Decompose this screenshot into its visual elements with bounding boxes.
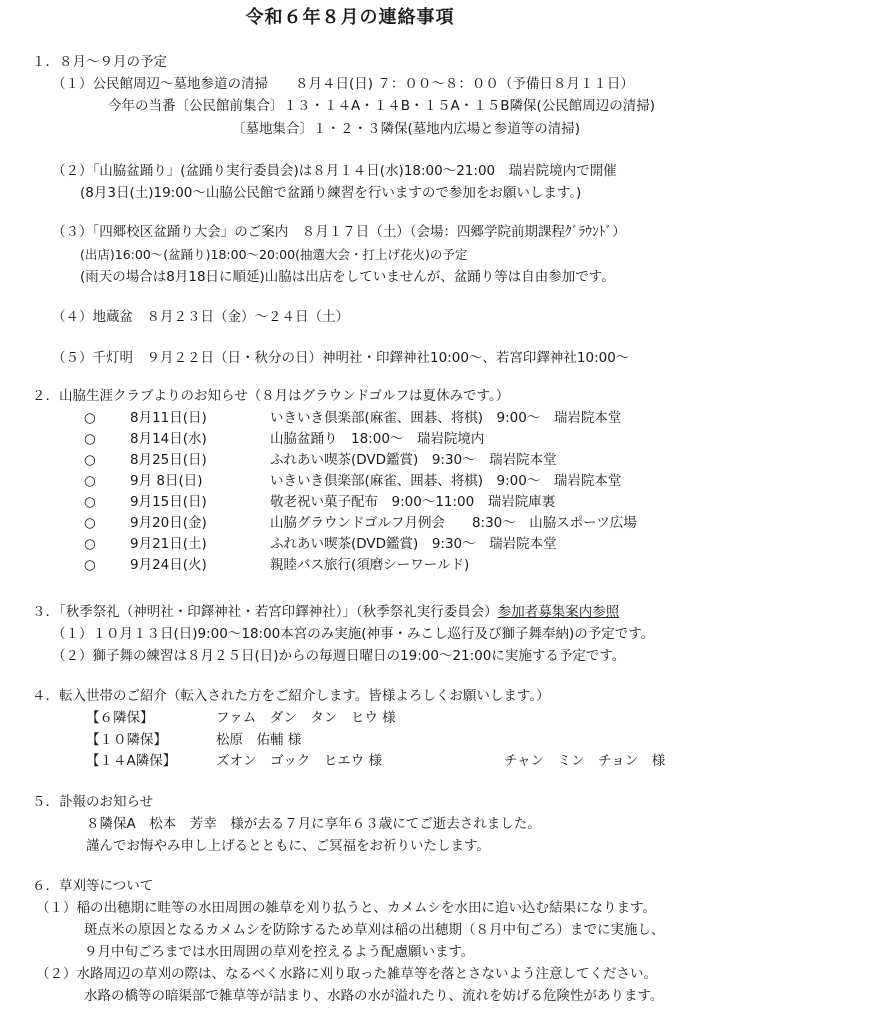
mowing-1-line-3: ９月中旬ごろまでは水田周囲の草刈を控えるよう配慮願います。 xyxy=(84,944,475,960)
club-event-row xyxy=(84,410,637,431)
mowing-2-line-1: （２）水路周辺の草刈の際は、なるべく水路に刈り取った雑草等を落とさないよう注意してください。 xyxy=(36,966,657,982)
event-date: 8月14日(水) xyxy=(130,431,207,447)
event-date: 9月24日(火) xyxy=(130,557,207,573)
event-date: 9月21日(土) xyxy=(130,536,207,552)
section-3-heading-text: ３．「秋季祭礼（神明社・印鐸神社・若宮印鐸神社）」（秋季祭礼実行委員会） xyxy=(32,604,498,620)
sentomyo-line: （５）千灯明 ９月２２日（日・秋分の日）神明社・印鐸神社10:00～、若宮印鐸神社10:00～ xyxy=(52,350,630,366)
section-6-heading: ６．草刈等について xyxy=(32,878,154,894)
event-description: いきいき倶楽部(麻雀、囲碁、将棋) 9:00～ 瑞岩院本堂 xyxy=(270,473,622,489)
club-event-row xyxy=(84,536,637,557)
section-4-heading: ４．転入世帯のご紹介（転入された方をご紹介します。皆様よろしくお願いします。） xyxy=(32,688,550,704)
event-date: 8月11日(日) xyxy=(130,410,207,426)
club-event-row xyxy=(84,431,637,452)
event-description: 山脇盆踊り 18:00～ 瑞岩院境内 xyxy=(270,431,485,447)
obituary-line-2: 謹んでお悔やみ申し上げるとともに、ご冥福をお祈りいたします。 xyxy=(86,838,490,854)
event-description: 山脇グラウンドゴルフ月例会 8:30～ 山脇スポーツ広場 xyxy=(270,515,637,531)
document-title: 令和６年８月の連絡事項 xyxy=(245,7,455,28)
club-event-row xyxy=(84,452,637,473)
bon-dance-line-1: （２）「山脇盆踊り」(盆踊り実行委員会)は８月１４日(水)18:00～21:00 瑞岩院境内で開催 xyxy=(52,163,617,179)
section-5-heading: ５．訃報のお知らせ xyxy=(32,794,154,810)
bullet-circle: ○ xyxy=(84,431,96,447)
bon-dance-line-2: (8月3日(土)19:00～山脇公民館で盆踊り練習を行いますので参加をお願いします。) xyxy=(80,185,582,201)
club-event-row xyxy=(84,473,637,494)
event-date: 8月25日(日) xyxy=(130,452,207,468)
event-description: 敬老祝い菓子配布 9:00～11:00 瑞岩院庫裏 xyxy=(270,494,556,510)
cleanup-line-2: 今年の当番〔公民館前集合〕１３・１４A・１４B・１５A・１５B隣保(公民館周辺の清掃) xyxy=(108,98,656,114)
cleanup-line-1: （１）公民館周辺～墓地参道の清掃 ８月４日(日) ７：００～８：００（予備日８月１１日） xyxy=(52,76,634,92)
household-group-label: 【１４A隣保】 xyxy=(86,753,177,769)
club-event-list xyxy=(84,410,637,578)
club-event-row xyxy=(84,494,637,515)
section-1-heading: １．８月～９月の予定 xyxy=(32,54,167,70)
club-event-row xyxy=(84,515,637,536)
section-2-heading: ２．山脇生涯クラブよりのお知らせ（８月はグラウンドゴルフは夏休みです。） xyxy=(32,388,510,404)
household-name-2: チャン ミン チョン 様 xyxy=(504,753,666,769)
bullet-circle: ○ xyxy=(84,494,96,510)
bullet-circle: ○ xyxy=(84,536,96,552)
bullet-circle: ○ xyxy=(84,452,96,468)
section-3-heading xyxy=(32,604,619,621)
cleanup-line-3: 〔墓地集合〕１・２・３隣保(墓地内広場と参道等の清掃) xyxy=(232,121,581,137)
district-bon-line-1: （３）「四郷校区盆踊り大会」のご案内 ８月１７日（土）（会場：四郷学院前期課程ｸﾞﾗｳﾝﾄﾞ） xyxy=(52,224,626,240)
event-date: 9月 8日(日) xyxy=(130,473,203,489)
festival-line-2: （２）獅子舞の練習は８月２５日(日)からの毎週日曜日の19:00～21:00に実施する予定です。 xyxy=(52,648,626,664)
district-bon-line-2: (出店)16:00～(盆踊り)18:00～20:00(抽選大会・打上げ花火)の予定 xyxy=(80,247,468,262)
household-group-label: 【１０隣保】 xyxy=(86,732,167,748)
mowing-2-line-2: 水路の橋等の暗渠部で雑草等が詰まり、水路の水が溢れたり、流れを妨げる危険性があります。 xyxy=(84,988,664,1004)
event-description: 親睦バス旅行(須磨シーワールド) xyxy=(270,557,470,573)
bullet-circle: ○ xyxy=(84,410,96,426)
mowing-1-line-1: （１）稲の出穂期に畦等の水田周囲の雑草を刈り払うと、カメムシを水田に追い込む結果になります。 xyxy=(36,900,656,916)
bullet-circle: ○ xyxy=(84,557,96,573)
district-bon-line-3: (雨天の場合は8月18日に順延)山脇は出店をしていませんが、盆踊り等は自由参加です。 xyxy=(80,269,615,285)
household-name: ズオン ゴック ヒエウ 様 xyxy=(216,753,383,769)
household-group-label: 【６隣保】 xyxy=(86,710,154,726)
jizo-bon-line: （４）地蔵盆 ８月２３日（金）～２４日（土） xyxy=(52,309,349,325)
event-description: ふれあい喫茶(DVD鑑賞) 9:30～ 瑞岩院本堂 xyxy=(270,452,557,468)
mowing-1-line-2: 斑点米の原因となるカメムシを防除するため草刈は稲の出穂期（８月中旬ごろ）までに実施し、 xyxy=(84,922,665,938)
event-description: ふれあい喫茶(DVD鑑賞) 9:30～ 瑞岩院本堂 xyxy=(270,536,557,552)
event-description: いきいき倶楽部(麻雀、囲碁、将棋) 9:00～ 瑞岩院本堂 xyxy=(270,410,622,426)
club-event-row xyxy=(84,557,637,578)
event-date: 9月15日(日) xyxy=(130,494,207,510)
bullet-circle: ○ xyxy=(84,473,96,489)
obituary-line-1: ８隣保A 松本 芳幸 様が去る７月に享年６３歳にてご逝去されました。 xyxy=(86,816,541,832)
event-date: 9月20日(金) xyxy=(130,515,207,531)
bullet-circle: ○ xyxy=(84,515,96,531)
participant-recruitment-reference: 参加者募集案内参照 xyxy=(497,604,620,620)
household-name: ファム ダン タン ヒウ 様 xyxy=(216,710,396,726)
festival-line-1: （１）１０月１３日(日)9:00～18:00本宮のみ実施(神事・みこし巡行及び獅子舞奉納)の予定です。 xyxy=(52,626,655,642)
household-name: 松原 佑輔 様 xyxy=(216,732,302,748)
